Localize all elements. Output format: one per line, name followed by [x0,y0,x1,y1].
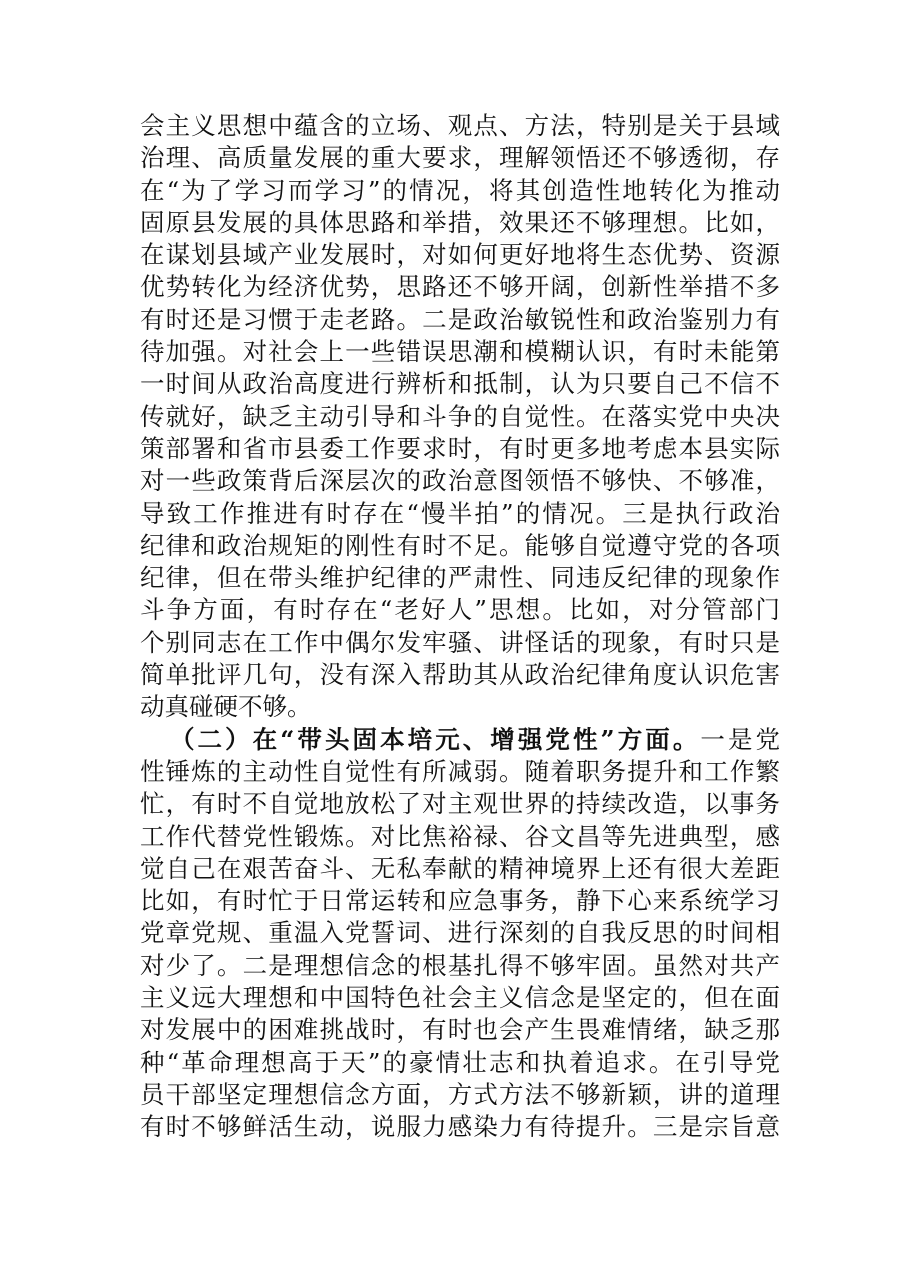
text-line: 纪律，但在带头维护纪律的严肃性、同违反纪律的现象作 [140,563,780,593]
text-line: 治理、高质量发展的重大要求，理解领悟还不够透彻，存 [140,143,780,173]
section-heading-line [140,724,780,756]
text-line: 在“为了学习而学习”的情况，将其创造性地转化为推动 [140,175,780,205]
text-line: 对一些政策背后深层次的政治意图领悟不够快、不够准， [140,466,780,496]
text-line: 比如，有时忙于日常运转和应急事务，静下心来系统学习 [140,886,780,916]
text-line: 待加强。对社会上一些错误思潮和模糊认识，有时未能第 [140,337,780,367]
text-line: 在谋划县域产业发展时，对如何更好地将生态优势、资源 [140,240,780,270]
text-line: 纪律和政治规矩的刚性有时不足。能够自觉遵守党的各项 [140,530,780,560]
text-line: 优势转化为经济优势，思路还不够开阔，创新性举措不多 [140,272,780,302]
text-line: 动真碰硬不够。 [140,692,312,722]
text-line-rest: 一是党 [700,724,780,754]
text-line: 导致工作推进有时存在“慢半拍”的情况。三是执行政治 [140,498,780,528]
text-line: 简单批评几句，没有深入帮助其从政治纪律角度认识危害 [140,660,780,690]
text-line: 员干部坚定理想信念方面，方式方法不够新颖，讲的道理 [140,1079,780,1109]
text-line: 党章党规、重温入党誓词、进行深刻的自我反思的时间相 [140,918,780,948]
text-line: 主义远大理想和中国特色社会主义信念是坚定的，但在面 [140,983,780,1013]
text-line: 个别同志在工作中偶尔发牢骚、讲怪话的现象，有时只是 [140,627,780,657]
text-line: 工作代替党性锻炼。对比焦裕禄、谷文昌等先进典型，感 [140,821,780,851]
document-body [140,110,780,1144]
text-line: 固原县发展的具体思路和举措，效果还不够理想。比如， [140,207,780,237]
text-line: 一时间从政治高度进行辨析和抵制，认为只要自己不信不 [140,369,780,399]
text-line: 觉自己在艰苦奋斗、无私奉献的精神境界上还有很大差距 [140,853,780,883]
text-line: 传就好，缺乏主动引导和斗争的自觉性。在落实党中央决 [140,401,780,431]
text-line: 会主义思想中蕴含的立场、观点、方法，特别是关于县域 [140,111,780,140]
text-line: 种“革命理想高于天”的豪情壮志和执着追求。在引导党 [140,1047,780,1077]
text-line: 对发展中的困难挑战时，有时也会产生畏难情绪，缺乏那 [140,1015,780,1045]
text-line: 有时还是习惯于走老路。二是政治敏锐性和政治鉴别力有 [140,304,780,334]
text-line: 忙，有时不自觉地放松了对主观世界的持续改造，以事务 [140,789,780,819]
text-line: 有时不够鲜活生动，说服力感染力有待提升。三是宗旨意 [140,1112,780,1142]
text-line: 策部署和省市县委工作要求时，有时更多地考虑本县实际 [140,433,780,463]
text-line: 斗争方面，有时存在“老好人”思想。比如，对分管部门 [140,595,780,625]
text-line: 性锤炼的主动性自觉性有所减弱。随着职务提升和工作繁 [140,756,780,786]
section-heading: （二）在“带头固本培元、增强党性”方面。 [170,724,701,754]
text-line: 对少了。二是理想信念的根基扎得不够牢固。虽然对共产 [140,950,780,980]
